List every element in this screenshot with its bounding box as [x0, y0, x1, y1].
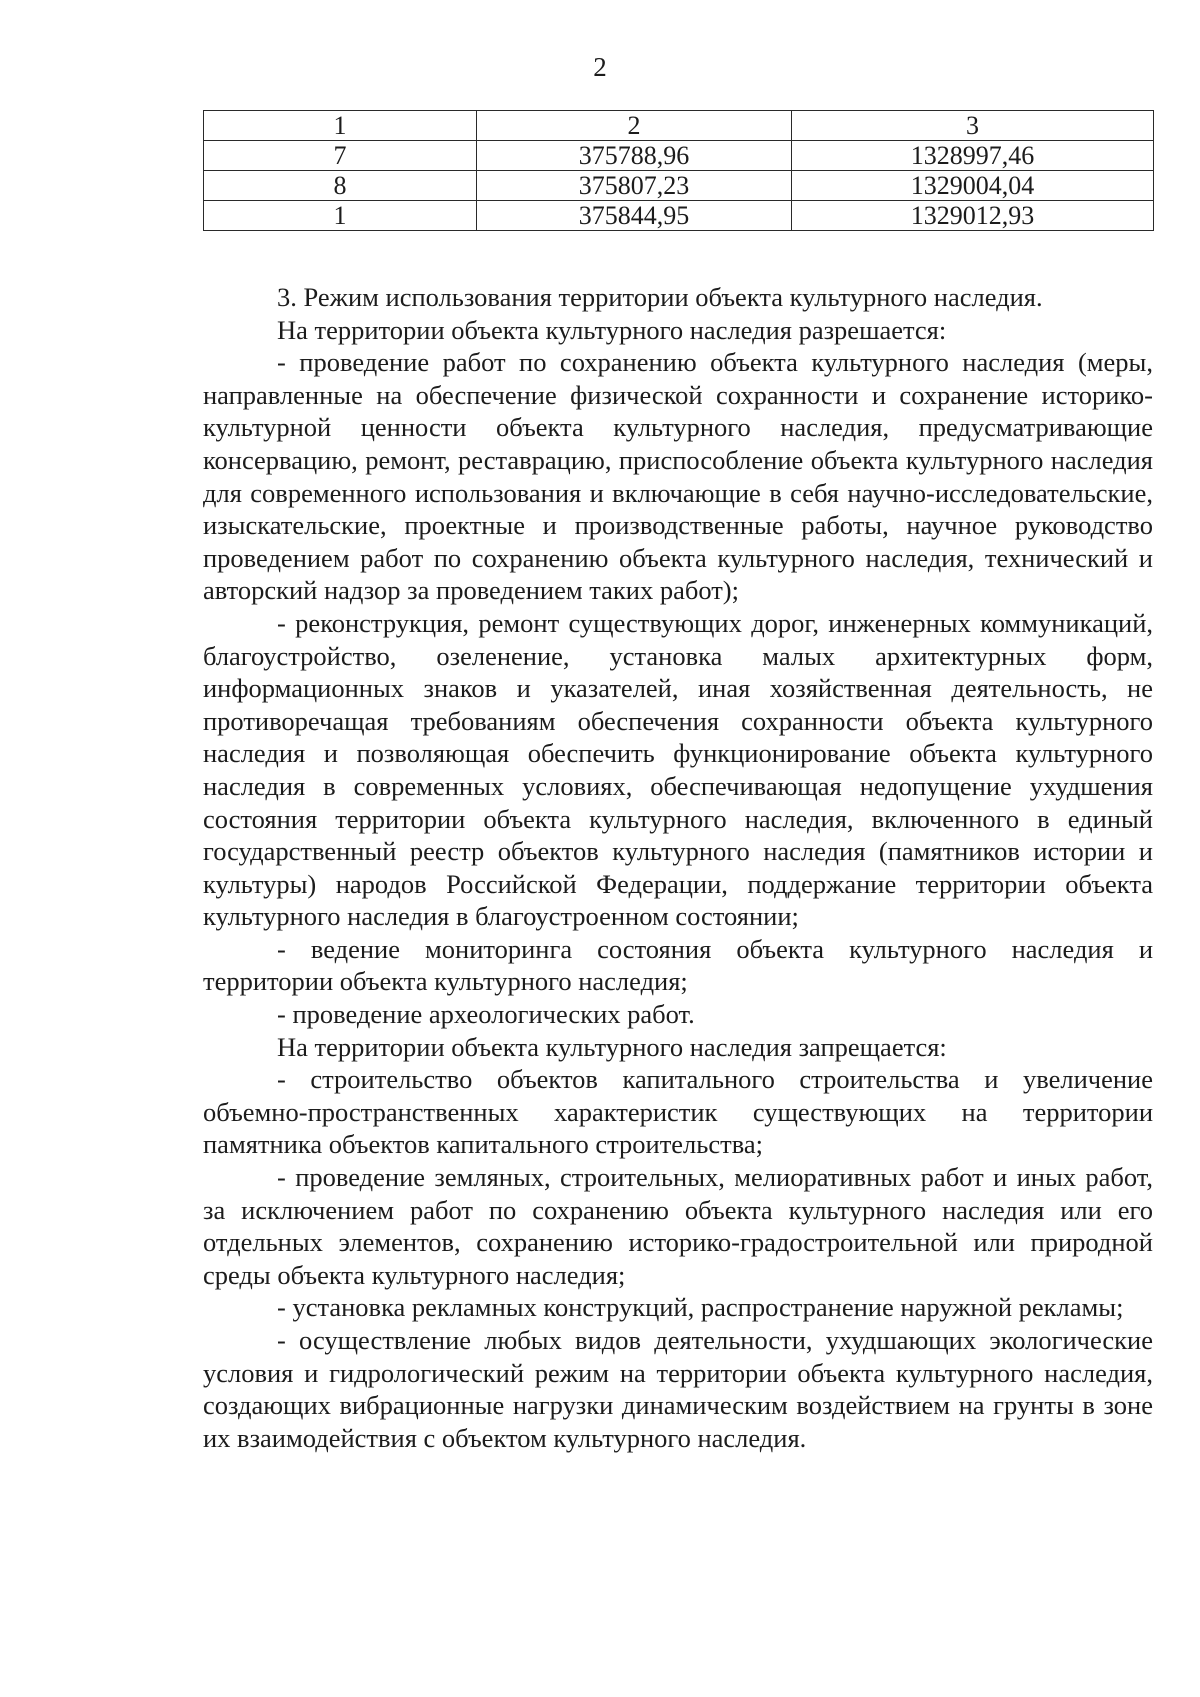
table-row	[204, 141, 1154, 171]
table-cell: 1329012,93	[792, 201, 1154, 231]
prohibited-item: - осуществление любых видов деятельности, ухудшающих экологические условия и гидрологический режим на территории объекта культурного наследия, создающих вибрационные нагрузки динамическим воздействием на грунты в зоне их взаимодействия с объектом культурного наследия.	[203, 1325, 1153, 1453]
table-cell: 375844,95	[477, 201, 792, 231]
table-cell: 1329004,04	[792, 171, 1154, 201]
table-cell: 3	[792, 111, 1154, 141]
table-cell: 8	[204, 171, 477, 201]
table-cell: 375807,23	[477, 171, 792, 201]
table-cell: 2	[477, 111, 792, 141]
prohibited-item: - установка рекламных конструкций, распространение наружной рекламы;	[277, 1292, 1124, 1323]
permitted-item: - ведение мониторинга состояния объекта культурного наследия и территории объекта культурного наследия;	[203, 933, 1153, 997]
permitted-intro: На территории объекта культурного наследия разрешается:	[277, 314, 947, 345]
table-header-row	[204, 111, 1154, 141]
coordinates-table	[203, 110, 1154, 231]
permitted-item: - проведение археологических работ.	[277, 999, 695, 1030]
permitted-item: - реконструкция, ремонт существующих дорог, инженерных коммуникаций, благоустройство, озеленение, установка малых архитектурных форм, информационных знаков и указателей, иная хозяйственная деятельность, не противоречащая требованиям обеспечения сохранности объекта культурного наследия и позволяющая обеспечить функционирование объекта культурного наследия в современных условиях, обеспечивающая недопущение ухудшения состояния территории объекта культурного наследия, включенного в единый государственный реестр объектов культурного наследия (памятников истории и культуры) народов Российской Федерации, поддержание территории объекта культурного наследия в благоустроенном состоянии;	[203, 607, 1153, 932]
table-cell: 1	[204, 201, 477, 231]
prohibited-intro: На территории объекта культурного наследия запрещается:	[277, 1031, 947, 1062]
table-cell: 1328997,46	[792, 141, 1154, 171]
table-row	[204, 201, 1154, 231]
table-cell: 1	[204, 111, 477, 141]
page-number: 2	[593, 52, 607, 82]
prohibited-item: - проведение земляных, строительных, мелиоративных работ и иных работ, за исключением работ по сохранению объекта культурного наследия или его отдельных элементов, сохранению историко-градостроительной или природной среды объекта культурного наследия;	[203, 1162, 1153, 1290]
document-body	[203, 281, 1153, 1454]
table-cell: 375788,96	[477, 141, 792, 171]
table-row	[204, 171, 1154, 201]
section-heading: 3. Режим использования территории объекта культурного наследия.	[277, 282, 1043, 312]
prohibited-item: - строительство объектов капитального строительства и увеличение объемно-пространственных характеристик существующих на территории памятника объектов капитального строительства;	[203, 1064, 1153, 1160]
table-cell: 7	[204, 141, 477, 171]
permitted-item: - проведение работ по сохранению объекта культурного наследия (меры, направленные на обеспечение физической сохранности и сохранение историко-культурной ценности объекта культурного наследия, предусматривающие консервацию, ремонт, реставрацию, приспособление объекта культурного наследия для современного использования и включающие в себя научно-исследовательские, изыскательские, проектные и производственные работы, научное руководство проведением работ по сохранению объекта культурного наследия, технический и авторский надзор за проведением таких работ);	[203, 347, 1153, 606]
